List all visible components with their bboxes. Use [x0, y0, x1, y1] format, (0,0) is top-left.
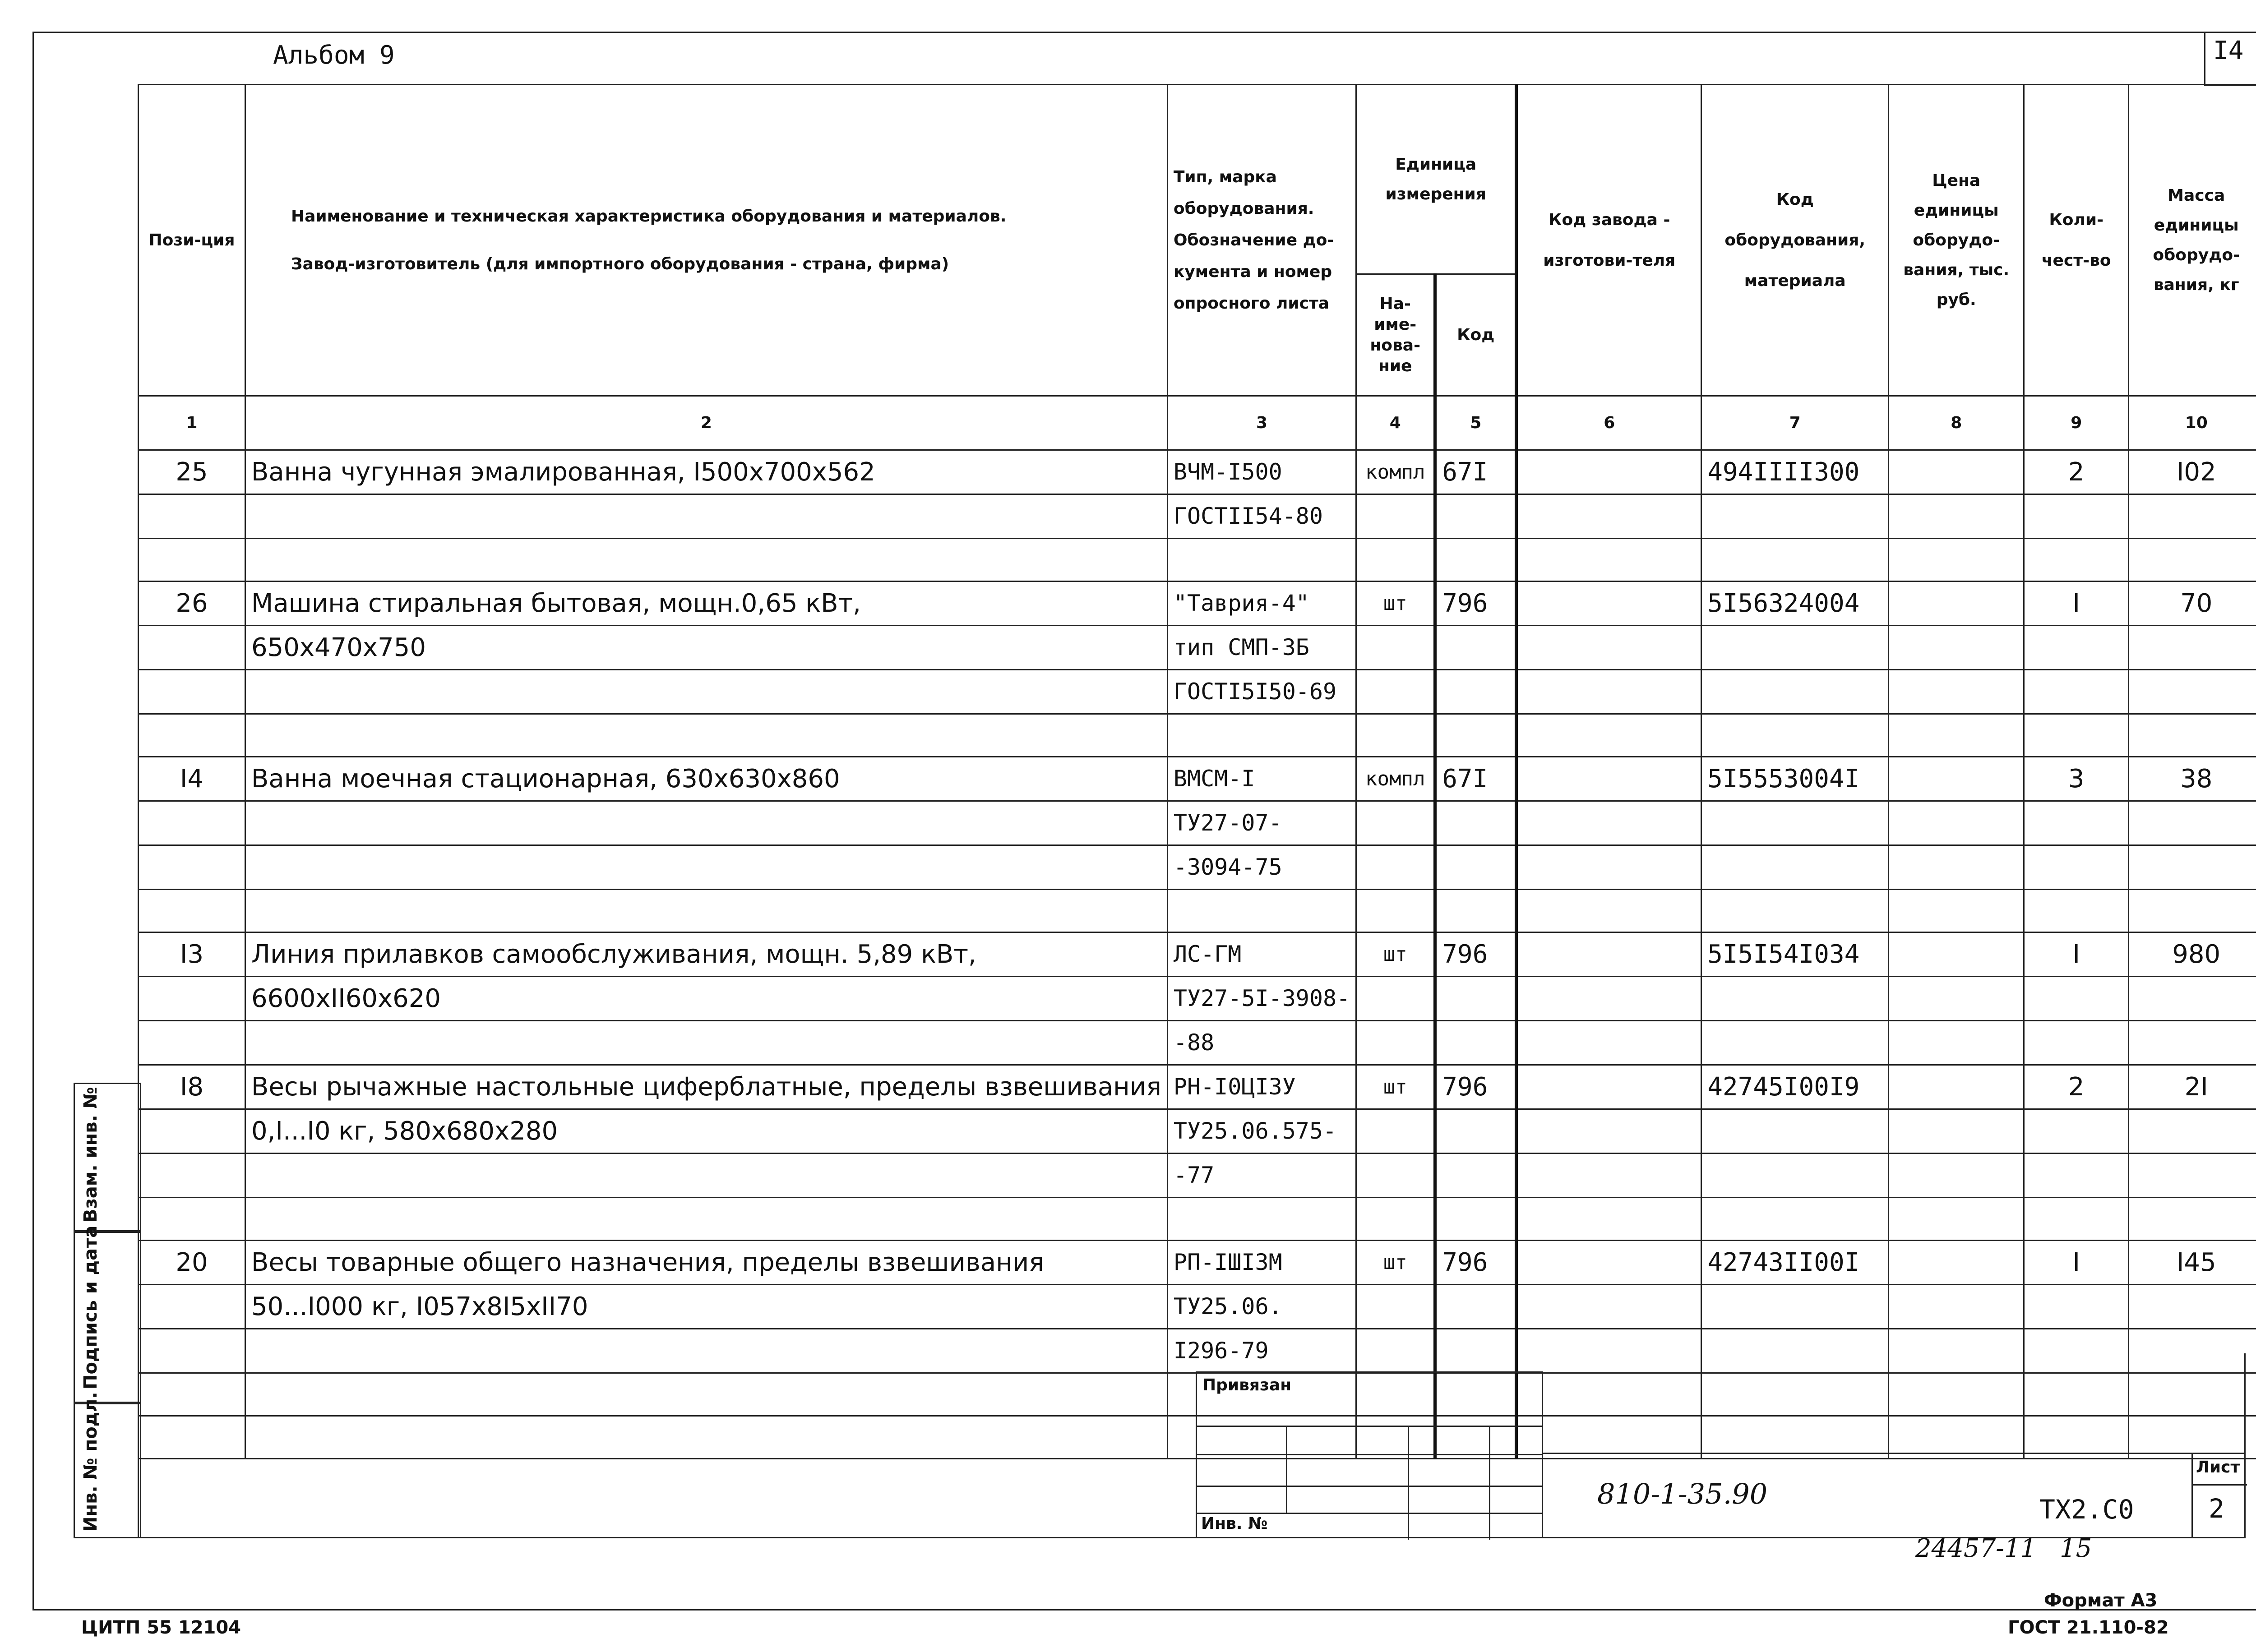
cell-mass [2129, 1285, 2256, 1329]
cell-position [139, 670, 245, 714]
cell-name [245, 714, 1168, 757]
table-row [139, 932, 2256, 977]
cell-price [1889, 1154, 2024, 1198]
cell-name: 50...I000 кг, I057x8I5xII70 [245, 1285, 1168, 1329]
cell-quantity: I [2024, 581, 2129, 626]
cell-unit-code: 67I [1435, 450, 1516, 494]
cell-unit-code: 796 [1435, 581, 1516, 626]
cell-name: Весы рычажные настольные циферблатные, пределы взвешивания [245, 1065, 1168, 1109]
cell-plant-code [1516, 494, 1701, 539]
cell-type: ТУ27-5I-3908- [1167, 977, 1356, 1021]
cell-name [245, 494, 1168, 539]
cell-unit-code [1435, 1154, 1516, 1198]
cell-quantity: 3 [2024, 757, 2129, 801]
cell-unit [1356, 1198, 1435, 1241]
cell-name: Ванна чугунная эмалированная, I500x700x562 [245, 450, 1168, 494]
cell-plant-code [1516, 801, 1701, 845]
cell-unit [1356, 890, 1435, 932]
cell-equipment-code [1701, 670, 1889, 714]
cell-name: Машина стиральная бытовая, мощн.0,65 кВт, [245, 581, 1168, 626]
cell-equipment-code: 494IIII300 [1701, 450, 1889, 494]
cell-quantity: I [2024, 932, 2129, 977]
cell-unit-code [1435, 626, 1516, 670]
cell-unit-code: 67I [1435, 757, 1516, 801]
col-name-line2: Завод-изготовитель (для импортного оборудования - страна, фирма) [291, 254, 949, 273]
cell-equipment-code [1701, 845, 1889, 890]
cell-unit [1356, 539, 1435, 581]
colnum-7: 7 [1701, 396, 1889, 450]
cell-mass [2129, 1021, 2256, 1065]
cell-quantity: 2 [2024, 1065, 2129, 1109]
cell-plant-code [1516, 450, 1701, 494]
cell-equipment-code [1701, 626, 1889, 670]
cell-plant-code [1516, 1021, 1701, 1065]
table-row [139, 450, 2256, 494]
table-row [139, 977, 2256, 1021]
cell-price [1889, 714, 2024, 757]
cell-unit-code [1435, 801, 1516, 845]
title-block [138, 1353, 2246, 1538]
cell-mass: 38 [2129, 757, 2256, 801]
cell-name: 650x470x750 [245, 626, 1168, 670]
title-block-main-line [1543, 1453, 2246, 1454]
cell-quantity: I [2024, 1241, 2129, 1285]
cell-position [139, 890, 245, 932]
cell-type: РП-IШI3М [1167, 1241, 1356, 1285]
cell-plant-code [1516, 1241, 1701, 1285]
colnum-2: 2 [245, 396, 1168, 450]
table-row [139, 1285, 2256, 1329]
colnum-9: 9 [2024, 396, 2129, 450]
cell-quantity [2024, 494, 2129, 539]
cell-unit-code [1435, 494, 1516, 539]
cell-quantity [2024, 714, 2129, 757]
cell-name [245, 801, 1168, 845]
table-row [139, 845, 2256, 890]
cell-unit [1356, 626, 1435, 670]
cell-plant-code [1516, 977, 1701, 1021]
cell-plant-code [1516, 845, 1701, 890]
cell-unit-code [1435, 890, 1516, 932]
table-row [139, 1198, 2256, 1241]
col-unit-code-header: Код [1435, 274, 1516, 396]
cell-unit [1356, 1109, 1435, 1154]
cell-equipment-code [1701, 539, 1889, 581]
cell-quantity [2024, 845, 2129, 890]
cell-price [1889, 670, 2024, 714]
cell-unit-code [1435, 1021, 1516, 1065]
cell-plant-code [1516, 890, 1701, 932]
inv-no-label: Инв. № [1201, 1514, 1268, 1533]
table-row [139, 1109, 2256, 1154]
cell-type [1167, 714, 1356, 757]
cell-equipment-code [1701, 1198, 1889, 1241]
table-row [139, 757, 2256, 801]
cell-position [139, 1198, 245, 1241]
colnum-5: 5 [1435, 396, 1516, 450]
cell-position [139, 539, 245, 581]
cell-plant-code [1516, 1285, 1701, 1329]
cell-type: ГОСТII54-80 [1167, 494, 1356, 539]
table-row [139, 670, 2256, 714]
cell-type: тип СМП-3Б [1167, 626, 1356, 670]
cell-equipment-code [1701, 977, 1889, 1021]
cell-type [1167, 1198, 1356, 1241]
col-unit-name-header: На-име-нова-ние [1356, 274, 1435, 396]
cell-plant-code [1516, 1065, 1701, 1109]
cell-name [245, 845, 1168, 890]
cell-name: 0,I...I0 кг, 580x680x280 [245, 1109, 1168, 1154]
cell-unit-code [1435, 714, 1516, 757]
cell-price [1889, 757, 2024, 801]
table-row [139, 626, 2256, 670]
cell-plant-code [1516, 581, 1701, 626]
cell-unit-code [1435, 845, 1516, 890]
page-number: I4 [2213, 36, 2244, 65]
cell-type: ВЧМ-I500 [1167, 450, 1356, 494]
cell-equipment-code [1701, 890, 1889, 932]
side-swap-label: Взам. инв. № [80, 1087, 101, 1223]
cell-mass [2129, 714, 2256, 757]
cell-type: ВМСМ-I [1167, 757, 1356, 801]
cell-plant-code [1516, 670, 1701, 714]
cell-quantity [2024, 977, 2129, 1021]
cell-unit: шт [1356, 932, 1435, 977]
table-row [139, 801, 2256, 845]
cell-equipment-code [1701, 714, 1889, 757]
cell-plant-code [1516, 1154, 1701, 1198]
cell-position: I4 [139, 757, 245, 801]
cell-mass [2129, 890, 2256, 932]
col-price-header: Цена единицы оборудо-вания, тыс. руб. [1889, 85, 2024, 396]
cell-unit [1356, 977, 1435, 1021]
cell-mass: 2I [2129, 1065, 2256, 1109]
cell-position [139, 714, 245, 757]
cell-quantity [2024, 1285, 2129, 1329]
cell-price [1889, 932, 2024, 977]
cell-position [139, 1154, 245, 1198]
cell-price [1889, 539, 2024, 581]
cell-plant-code [1516, 626, 1701, 670]
cell-unit-code: 796 [1435, 932, 1516, 977]
colnum-8: 8 [1889, 396, 2024, 450]
cell-type: -3094-75 [1167, 845, 1356, 890]
cell-unit-code: 796 [1435, 1065, 1516, 1109]
cell-quantity [2024, 626, 2129, 670]
cell-name: 6600xII60x620 [245, 977, 1168, 1021]
cell-unit [1356, 1285, 1435, 1329]
cell-position [139, 977, 245, 1021]
side-inventory-label: Инв. № подл. [80, 1392, 101, 1532]
cell-price [1889, 1198, 2024, 1241]
cell-position [139, 1109, 245, 1154]
cell-unit-code [1435, 977, 1516, 1021]
gost-footer: ГОСТ 21.110-82 [2008, 1617, 2169, 1638]
cell-name [245, 890, 1168, 932]
cell-plant-code [1516, 1198, 1701, 1241]
cell-price [1889, 1065, 2024, 1109]
cell-quantity [2024, 539, 2129, 581]
cell-unit: шт [1356, 1241, 1435, 1285]
cell-unit-code [1435, 539, 1516, 581]
specification-table [138, 84, 2256, 1459]
album-label: Альбом 9 [273, 41, 395, 70]
cell-quantity [2024, 890, 2129, 932]
cell-type: ЛС-ГМ [1167, 932, 1356, 977]
cell-position: 26 [139, 581, 245, 626]
col-type-header: Тип, марка оборудования. Обозначение до-кумента и номер опросного листа [1167, 85, 1356, 396]
cell-price [1889, 626, 2024, 670]
cell-unit [1356, 1154, 1435, 1198]
cell-equipment-code: 5I5I54I034 [1701, 932, 1889, 977]
cell-equipment-code [1701, 494, 1889, 539]
cell-type [1167, 539, 1356, 581]
cell-mass: 980 [2129, 932, 2256, 977]
cell-type: -77 [1167, 1154, 1356, 1198]
cell-price [1889, 1285, 2024, 1329]
cell-unit-code [1435, 1285, 1516, 1329]
table-row [139, 714, 2256, 757]
cell-price [1889, 845, 2024, 890]
cell-unit [1356, 494, 1435, 539]
cell-name [245, 539, 1168, 581]
cell-mass [2129, 670, 2256, 714]
cell-position: I8 [139, 1065, 245, 1109]
cell-position [139, 1021, 245, 1065]
cell-type: ТУ27-07- [1167, 801, 1356, 845]
cell-unit [1356, 714, 1435, 757]
cell-mass [2129, 626, 2256, 670]
colnum-3: 3 [1167, 396, 1356, 450]
doc-code: ТХ2.С0 [2039, 1494, 2134, 1525]
cell-quantity: 2 [2024, 450, 2129, 494]
cell-mass: I45 [2129, 1241, 2256, 1285]
cell-price [1889, 1021, 2024, 1065]
cell-price [1889, 1109, 2024, 1154]
left-footer: ЦИТП 55 12104 [81, 1617, 241, 1638]
sheet-label: Лист [2196, 1458, 2240, 1477]
colnum-1: 1 [139, 396, 245, 450]
cell-equipment-code [1701, 1154, 1889, 1198]
cell-type: ТУ25.06. [1167, 1285, 1356, 1329]
cell-price [1889, 494, 2024, 539]
cell-position [139, 845, 245, 890]
table-row [139, 1021, 2256, 1065]
cell-quantity [2024, 1021, 2129, 1065]
cell-type: РН-I0ЦI3У [1167, 1065, 1356, 1109]
cell-position: 25 [139, 450, 245, 494]
cell-plant-code [1516, 932, 1701, 977]
col-qty-header: Коли-чест-во [2024, 85, 2129, 396]
cell-unit-code [1435, 1109, 1516, 1154]
cell-quantity [2024, 801, 2129, 845]
table-row [139, 1154, 2256, 1198]
cell-name [245, 1198, 1168, 1241]
cell-price [1889, 801, 2024, 845]
table-row [139, 539, 2256, 581]
cell-price [1889, 977, 2024, 1021]
cell-mass [2129, 1109, 2256, 1154]
table-row [139, 1241, 2256, 1285]
cell-mass [2129, 801, 2256, 845]
cell-unit: компл [1356, 757, 1435, 801]
cell-equipment-code: 42743II00I [1701, 1241, 1889, 1285]
col-position-header: Пози-ция [139, 85, 245, 396]
col-unit-group-header: Единица измерения [1356, 85, 1516, 274]
side-signature-label: Подпись и дата [80, 1225, 101, 1389]
order-number: 24457-11 [1915, 1534, 2037, 1563]
order-sheet: 15 [2060, 1534, 2092, 1563]
cell-mass: 70 [2129, 581, 2256, 626]
cell-type: ТУ25.06.575- [1167, 1109, 1356, 1154]
cell-quantity [2024, 1198, 2129, 1241]
cell-quantity [2024, 1154, 2129, 1198]
table-row [139, 890, 2256, 932]
col-plant-header: Код завода - изготови-теля [1516, 85, 1701, 396]
cell-mass [2129, 977, 2256, 1021]
cell-equipment-code [1701, 1021, 1889, 1065]
cell-unit [1356, 670, 1435, 714]
cell-mass [2129, 539, 2256, 581]
table-row [139, 581, 2256, 626]
cell-mass [2129, 1154, 2256, 1198]
sheet-number: 2 [2209, 1493, 2224, 1524]
cell-equipment-code [1701, 1285, 1889, 1329]
cell-type: ГОСТI5I50-69 [1167, 670, 1356, 714]
cell-type: I296-79 [1167, 1329, 1356, 1373]
cell-mass [2129, 1198, 2256, 1241]
cell-position [139, 494, 245, 539]
cell-unit-code [1435, 1198, 1516, 1241]
cell-position [139, 626, 245, 670]
cell-position: 20 [139, 1241, 245, 1285]
table-row [139, 494, 2256, 539]
col-name-line1: Наименование и техническая характеристика оборудования и материалов. [291, 207, 1007, 226]
colnum-6: 6 [1516, 396, 1701, 450]
format-label: Формат А3 [2044, 1590, 2158, 1611]
cell-position: I3 [139, 932, 245, 977]
cell-mass [2129, 494, 2256, 539]
cell-plant-code [1516, 714, 1701, 757]
cell-type: -88 [1167, 1021, 1356, 1065]
cell-plant-code [1516, 757, 1701, 801]
cell-name [245, 1154, 1168, 1198]
cell-unit: шт [1356, 581, 1435, 626]
cell-price [1889, 581, 2024, 626]
col-name-header [245, 85, 1168, 396]
cell-name: Ванна моечная стационарная, 630x630x860 [245, 757, 1168, 801]
cell-price [1889, 450, 2024, 494]
doc-number: 810-1-35.90 [1597, 1477, 1768, 1510]
cell-equipment-code: 5I5553004I [1701, 757, 1889, 801]
cell-position [139, 1285, 245, 1329]
cell-equipment-code [1701, 1109, 1889, 1154]
colnum-10: 10 [2129, 396, 2256, 450]
cell-equipment-code: 5I56324004 [1701, 581, 1889, 626]
cell-unit: шт [1356, 1065, 1435, 1109]
cell-mass [2129, 845, 2256, 890]
cell-unit [1356, 1021, 1435, 1065]
cell-quantity [2024, 670, 2129, 714]
cell-unit [1356, 801, 1435, 845]
cell-equipment-code [1701, 801, 1889, 845]
cell-mass: I02 [2129, 450, 2256, 494]
cell-type: "Таврия-4" [1167, 581, 1356, 626]
cell-quantity [2024, 1109, 2129, 1154]
cell-unit-code [1435, 670, 1516, 714]
cell-plant-code [1516, 1109, 1701, 1154]
cell-type [1167, 890, 1356, 932]
cell-name [245, 1021, 1168, 1065]
cell-price [1889, 1241, 2024, 1285]
table-row [139, 1065, 2256, 1109]
cell-position [139, 801, 245, 845]
column-numbers-row [139, 396, 2256, 450]
cell-name: Весы товарные общего назначения, пределы взвешивания [245, 1241, 1168, 1285]
colnum-4: 4 [1356, 396, 1435, 450]
cell-unit-code: 796 [1435, 1241, 1516, 1285]
cell-unit [1356, 845, 1435, 890]
cell-name [245, 670, 1168, 714]
cell-name: Линия прилавков самообслуживания, мощн. 5,89 кВт, [245, 932, 1168, 977]
cell-equipment-code: 42745I00I9 [1701, 1065, 1889, 1109]
cell-price [1889, 890, 2024, 932]
col-mass-header: Масса единицы оборудо-вания, кг [2129, 85, 2256, 396]
col-equipment-header: Код оборудования, материала [1701, 85, 1889, 396]
cell-unit: компл [1356, 450, 1435, 494]
cell-plant-code [1516, 539, 1701, 581]
bound-label: Привязан [1202, 1376, 1292, 1394]
